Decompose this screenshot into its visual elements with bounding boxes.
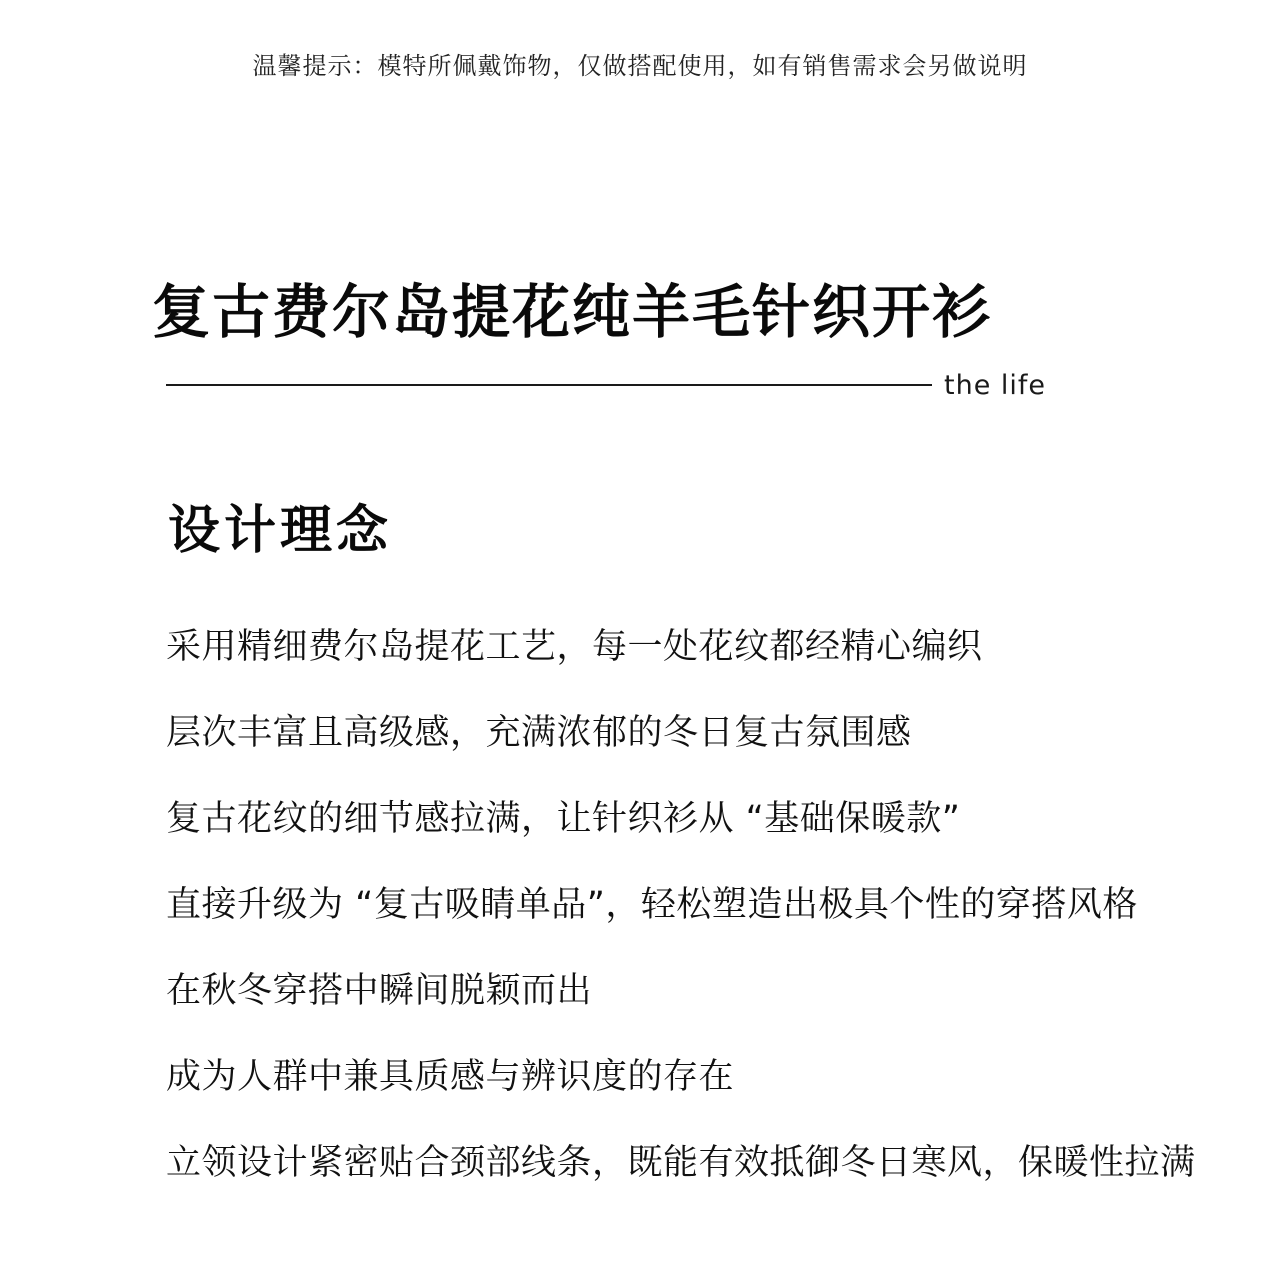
title-divider bbox=[166, 384, 932, 386]
concept-line: 直接升级为 “复古吸睛单品”，轻松塑造出极具个性的穿搭风格 bbox=[166, 885, 1138, 925]
concept-line: 采用精细费尔岛提花工艺，每一处花纹都经精心编织 bbox=[166, 627, 983, 667]
section-heading: 设计理念 bbox=[168, 501, 393, 561]
product-title: 复古费尔岛提花纯羊毛针织开衫 bbox=[152, 278, 993, 346]
concept-line: 复古花纹的细节感拉满，让针织衫从 “基础保暖款” bbox=[166, 799, 961, 839]
concept-line: 立领设计紧密贴合颈部线条，既能有效抵御冬日寒风，保暖性拉满 bbox=[166, 1143, 1196, 1183]
subtitle-text: the life bbox=[944, 370, 1047, 401]
concept-line: 在秋冬穿搭中瞬间脱颖而出 bbox=[166, 971, 593, 1011]
concept-line: 层次丰富且高级感，充满浓郁的冬日复古氛围感 bbox=[166, 713, 912, 753]
design-concept-list bbox=[166, 622, 1196, 1224]
notice-text: 温馨提示：模特所佩戴饰物，仅做搭配使用，如有销售需求会另做说明 bbox=[252, 52, 1028, 80]
concept-line: 成为人群中兼具质感与辨识度的存在 bbox=[166, 1057, 735, 1097]
